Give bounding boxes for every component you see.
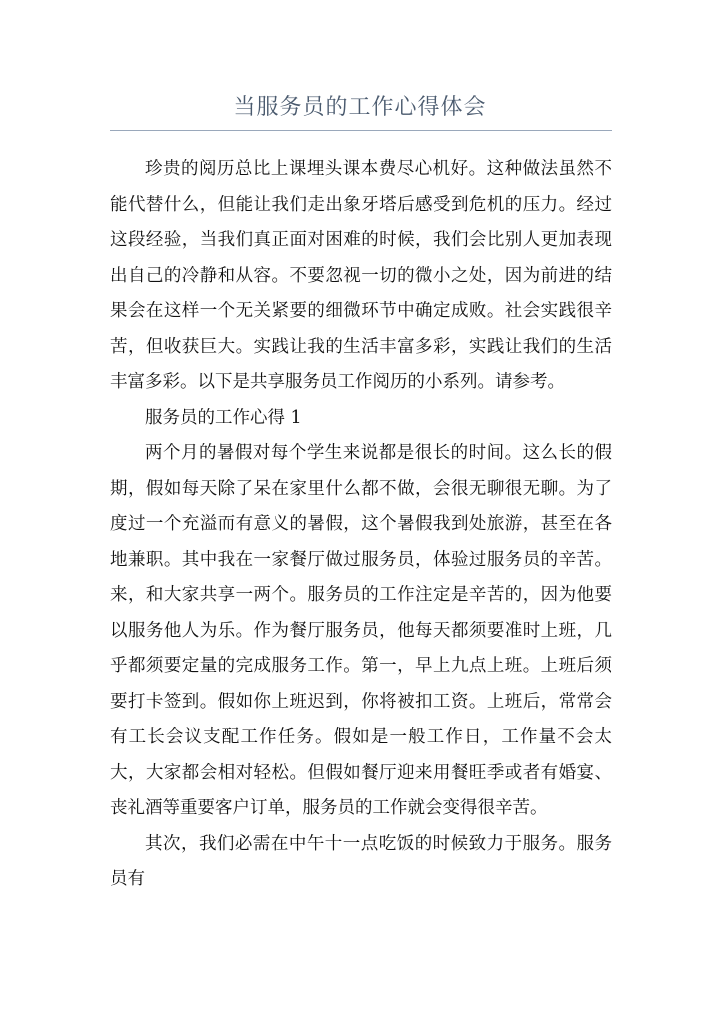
paragraph-summer-job: 两个月的暑假对每个学生来说都是很长的时间。这么长的假期，假如每天除了呆在家里什么都不做，会很无聊很无聊。为了度过一个充溢而有意义的暑假，这个暑假我到处旅游，甚至在各地兼职。其中我在一家餐厅做过服务员，体验过服务员的辛苦。来，和大家共享一两个。服务员的工作注定是辛苦的，因为他要以服务他人为乐。作为餐厅服务员，他每天都须要准时上班，几乎都须要定量的完成服务工作。第一，早上九点上班。上班后须要打卡签到。假如你上班迟到，你将被扣工资。上班后，常常会有工长会议支配工作任务。假如是一般工作日，工作量不会太大，大家都会相对轻松。但假如餐厅迎来用餐旺季或者有婚宴、丧礼酒等重要客户订单，服务员的工作就会变得很辛苦。 [110, 443, 612, 818]
title-divider [110, 130, 612, 131]
paragraph-intro: 珍贵的阅历总比上课埋头课本费尽心机好。这种做法虽然不能代替什么，但能让我们走出象牙塔后感受到危机的压力。经过这段经验，当我们真正面对困难的时候，我们会比别人更加表现出自己的冷静和从容。不要忽视一切的微小之处，因为前进的结果会在这样一个无关紧要的细微环节中确定成败。社会实践很辛苦，但收获巨大。实践让我的生活丰富多彩，实践让我们的生活丰富多彩。以下是共享服务员工作阅历的小系列。请参考。 [110, 159, 612, 392]
section-heading: 服务员的工作心得 1 [145, 407, 302, 428]
paragraph-second: 其次，我们必需在中午十一点吃饭的时候致力于服务。服务员有 [110, 833, 612, 889]
document-body [110, 152, 612, 898]
document-title: 当服务员的工作心得体会 [233, 95, 487, 120]
